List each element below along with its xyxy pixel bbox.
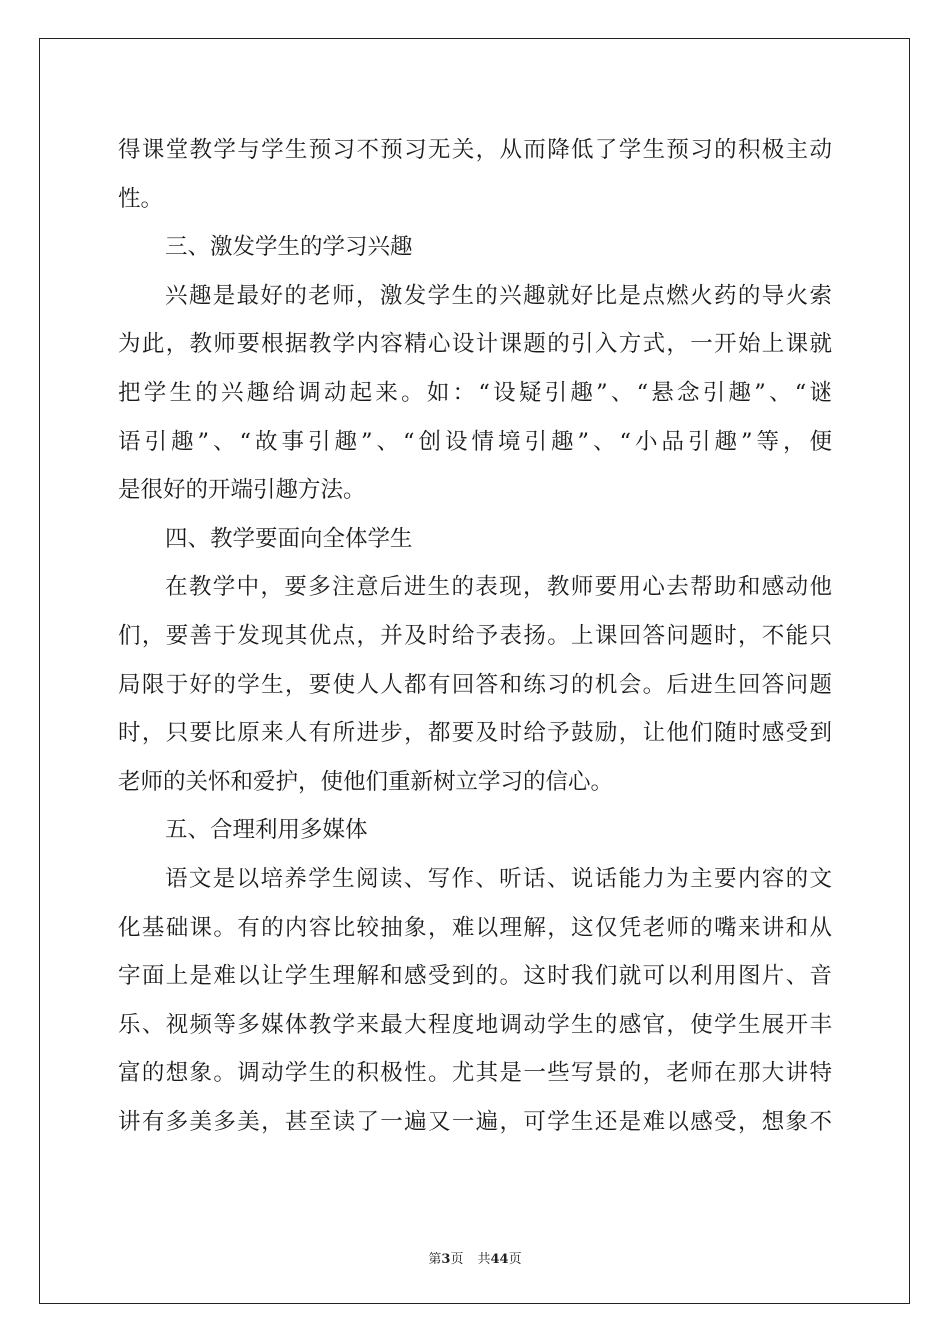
total-pages: 44 [490, 1252, 509, 1267]
text-line: 语文是以培养学生阅读、写作、听话、说话能力为主要内容的文 [165, 865, 832, 892]
page-suffix: 页 [450, 1252, 464, 1267]
page-number: 3 [441, 1252, 451, 1267]
text-line: 老师的关怀和爱护，使他们重新树立学习的信心。 [118, 768, 614, 795]
total-suffix: 页 [508, 1252, 522, 1267]
text-line: 是很好的开端引趣方法。 [118, 477, 366, 504]
text-line: 语引趣”、“故事引趣”、“创设情境引趣”、“小品引趣”等，便 [118, 428, 832, 455]
text-line: 时，只要比原来人有所进步，都要及时给予鼓励，让他们随时感受到 [118, 720, 832, 747]
text-line: 把学生的兴趣给调动起来。如：“设疑引趣”、“悬念引趣”、“谜 [118, 379, 832, 406]
text-line: 性。 [118, 185, 164, 212]
section-heading: 五、合理利用多媒体 [165, 817, 368, 844]
section-heading: 三、激发学生的学习兴趣 [165, 234, 413, 261]
text-line: 讲有多美多美，甚至读了一遍又一遍，可学生还是难以感受，想象不 [118, 1108, 832, 1135]
document-body [118, 126, 832, 1146]
text-line: 乐、视频等多媒体教学来最大程度地调动学生的感官，使学生展开丰 [118, 1011, 832, 1038]
total-prefix: 共 [477, 1252, 491, 1267]
text-line: 得课堂教学与学生预习不预习无关，从而降低了学生预习的积极主动 [118, 137, 832, 163]
text-line: 字面上是难以让学生理解和感受到的。这时我们就可以利用图片、音 [118, 963, 832, 990]
text-line: 们，要善于发现其优点，并及时给予表扬。上课回答问题时，不能只 [118, 622, 832, 649]
section-heading: 四、教学要面向全体学生 [165, 525, 413, 552]
text-line: 在教学中，要多注意后进生的表现，教师要用心去帮助和感动他 [165, 574, 832, 601]
page-prefix: 第 [428, 1252, 442, 1267]
text-line: 化基础课。有的内容比较抽象，难以理解，这仅凭老师的嘴来讲和从 [118, 914, 832, 941]
text-line: 兴趣是最好的老师，激发学生的兴趣就好比是点燃火药的导火索 [165, 282, 832, 309]
text-line: 局限于好的学生，要使人人都有回答和练习的机会。后进生回答问题 [118, 671, 832, 698]
text-line: 富的想象。调动学生的积极性。尤其是一些写景的，老师在那大讲特 [118, 1060, 832, 1087]
text-line: 为此，教师要根据教学内容精心设计课题的引入方式，一开始上课就 [118, 331, 832, 358]
page-footer [0, 1248, 950, 1267]
